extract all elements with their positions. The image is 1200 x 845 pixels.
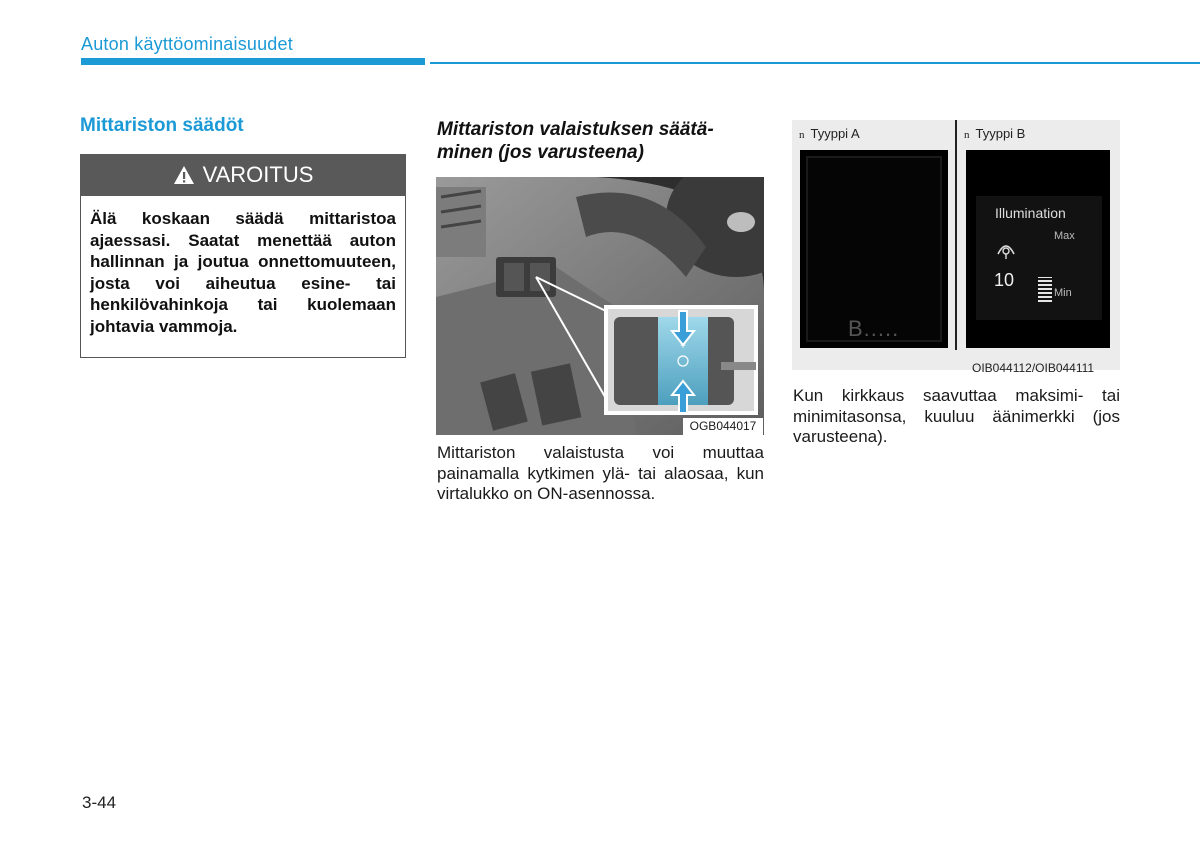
body-paragraph: Kun kirkkaus saavuttaa maksimi- tai minimitasonsa, kuuluu äänimerkki (jos varusteena). — [793, 386, 1120, 446]
subsection-title — [437, 118, 757, 164]
warning-header — [80, 154, 406, 196]
running-header: Auton käyttöominaisuudet — [81, 34, 293, 54]
subsection-title-line-2: minen (jos varusteena) — [437, 142, 644, 163]
max-label: Max — [1054, 230, 1075, 242]
subsection-title-line-1: Mittariston valaistuksen säätä- — [437, 119, 714, 140]
type-a-screen — [800, 150, 948, 348]
type-b-screen — [966, 150, 1110, 348]
type-a-text: Tyyppi A — [810, 126, 860, 141]
header-rule-accent — [81, 58, 425, 65]
warning-triangle-icon — [173, 165, 195, 185]
image-code: OGB044017 — [683, 418, 763, 435]
screen-a-text: B..... — [848, 316, 900, 341]
illumination-title: Illumination — [995, 205, 1066, 221]
body-paragraph: Mittariston valaistusta voi muuttaa painamalla kytkimen ylä- tai alaosaa, kun virtalukko on ON-asennossa. — [437, 443, 764, 503]
illumination-level-value: 10 — [994, 270, 1015, 290]
type-a-label — [799, 126, 860, 141]
page-number: 3-44 — [82, 793, 117, 812]
type-b-text: Tyyppi B — [975, 126, 1026, 141]
image-code: OIB044112/OIB044111 — [972, 361, 1095, 375]
dashboard-switch-photo — [436, 177, 764, 435]
section-title: Mittariston säädöt — [80, 115, 244, 136]
bullet-marker: n — [964, 129, 970, 141]
dashboard-illustration — [436, 177, 764, 435]
warning-text: Älä koskaan säädä mittaristoa ajaessasi. Saatat menettää auton hallinnan ja joutua onnettomuuteen, josta voi aiheutua esine- tai henkilövahinkoja tai kuolemaan johtavia vammoja. — [90, 209, 396, 336]
min-label: Min — [1054, 287, 1072, 299]
type-b-label — [964, 126, 1025, 141]
svg-text:+: + — [680, 341, 686, 352]
header-rule — [430, 62, 1200, 64]
illumination-level-bar — [1038, 246, 1052, 302]
figure-divider — [955, 120, 957, 350]
illumination-icon — [993, 240, 1019, 265]
warning-label: VAROITUS — [202, 162, 314, 187]
bullet-marker: n — [799, 129, 805, 141]
